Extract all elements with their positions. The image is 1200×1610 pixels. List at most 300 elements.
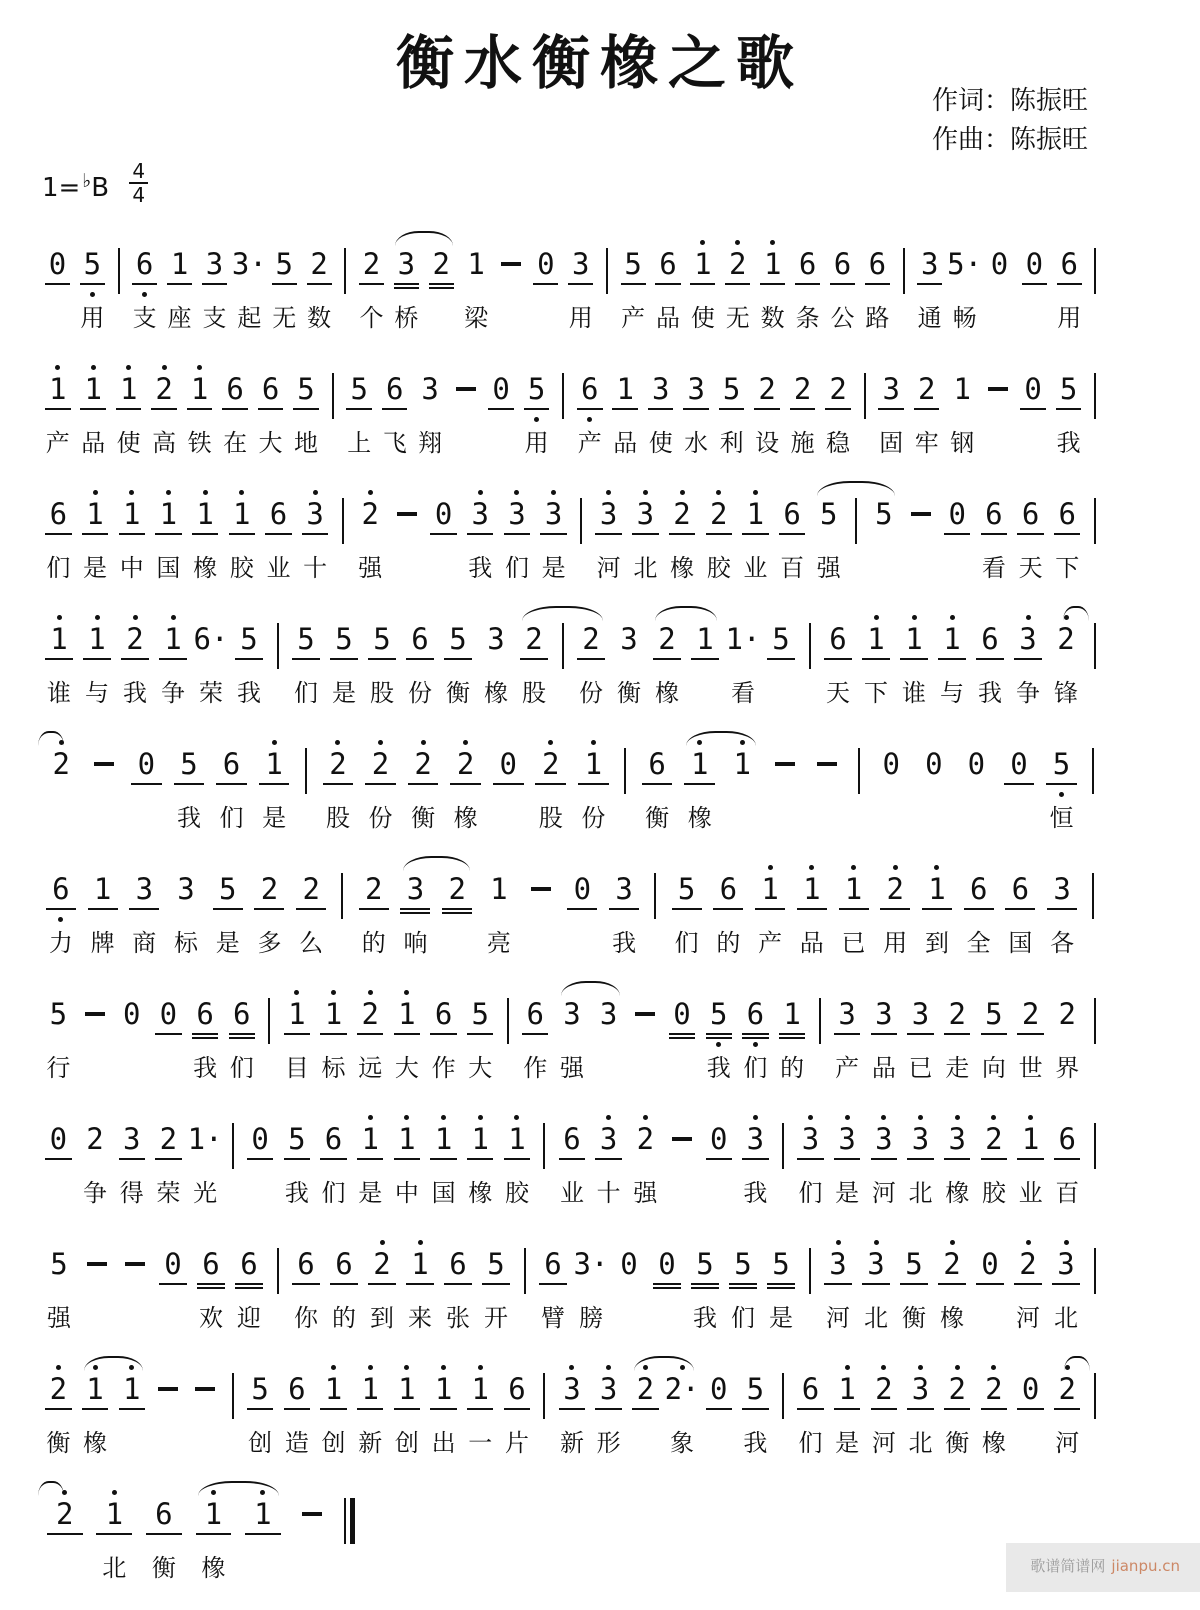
note [515, 610, 553, 711]
lyric: 们 [731, 1304, 755, 1332]
lyric: 橡 [201, 1554, 226, 1582]
lyric: 品 [81, 429, 106, 457]
lyric: 向 [981, 1054, 1006, 1082]
note-digit: 3 [205, 246, 224, 281]
underline [839, 908, 869, 910]
note [1000, 860, 1042, 961]
note-digit: 6 [746, 996, 765, 1031]
lyric: 牌 [90, 929, 115, 957]
note [116, 610, 154, 711]
lyric: 是 [215, 929, 240, 957]
note [610, 610, 648, 711]
note-digit: 1 [254, 1496, 272, 1531]
octave-dot-above [93, 490, 98, 495]
note [998, 735, 1041, 836]
underline [632, 1408, 658, 1410]
octave-dot-above [478, 490, 483, 495]
note-digit: 1 [86, 1371, 104, 1406]
underline [683, 408, 709, 410]
note-digit: 6 [385, 371, 404, 406]
note [737, 1360, 774, 1461]
underline [174, 783, 205, 785]
lyric: 世 [1018, 1054, 1043, 1082]
note [146, 360, 181, 461]
lyric: 胶 [229, 554, 254, 582]
note-digit: 1 [288, 996, 306, 1031]
note-digit: 2 [260, 871, 279, 906]
underline [365, 783, 396, 785]
underline [917, 283, 942, 285]
underline [1017, 1408, 1043, 1410]
note [40, 1110, 77, 1211]
note [40, 610, 78, 711]
octave-dot-above [950, 615, 955, 620]
note-digit: 0 [620, 1246, 638, 1281]
underline [1017, 1158, 1043, 1160]
note-digit: 0 [251, 1121, 269, 1156]
underline [216, 783, 247, 785]
note-digit: 6 [449, 1246, 467, 1281]
note [590, 485, 627, 586]
underline [669, 1037, 695, 1039]
note [1041, 860, 1083, 961]
note-digit: 6 [1058, 1121, 1076, 1156]
note [529, 735, 572, 836]
barline-mark [809, 1248, 811, 1294]
lyric: 衡 [902, 1304, 926, 1332]
watermark [1006, 1543, 1200, 1592]
underline [567, 908, 597, 910]
lyric: 橡 [940, 1304, 964, 1332]
note [242, 1360, 279, 1461]
note [944, 360, 979, 461]
lyric: 光 [193, 1179, 218, 1207]
duration-dash [672, 1137, 692, 1141]
lyric: 衡 [46, 1429, 71, 1457]
underline [192, 1033, 218, 1035]
dash-note [980, 360, 1015, 461]
lyric: 争 [161, 679, 185, 707]
underline [192, 533, 218, 535]
note [976, 1110, 1013, 1211]
lyric: 使 [648, 429, 673, 457]
note [189, 1485, 239, 1586]
note-digit: 3 [1057, 1246, 1075, 1281]
note-digit: 0 [925, 746, 943, 781]
note-digit: 1 [361, 1371, 379, 1406]
note-digit: 0 [159, 996, 178, 1031]
lyric: 飞 [382, 429, 407, 457]
octave-dot-above [551, 490, 556, 495]
barline [337, 235, 354, 336]
note [75, 360, 110, 461]
slur-arc [655, 606, 717, 621]
note [425, 1110, 462, 1211]
note-digit: 1 [84, 371, 102, 406]
lyric: 强 [358, 554, 383, 582]
final-barline-mark [344, 1498, 355, 1544]
lyric: 河 [596, 554, 621, 582]
note [762, 1235, 800, 1336]
note [902, 1110, 939, 1211]
octave-dot-above [735, 240, 740, 245]
octave-dot-above [239, 490, 244, 495]
barline-mark [1092, 873, 1094, 919]
note-digit: 5 [449, 621, 467, 656]
lyric: 界 [1055, 1054, 1080, 1082]
note-digit [125, 1247, 145, 1281]
underline [655, 283, 680, 285]
lyric: 河 [1016, 1304, 1040, 1332]
note [616, 235, 651, 336]
note-digit: 1 [471, 1121, 489, 1156]
note-digit: 6 [801, 1371, 820, 1406]
note-digit: 6 [297, 1246, 315, 1281]
underline [430, 1408, 456, 1410]
note [359, 735, 402, 836]
lyric: 标 [321, 1054, 346, 1082]
note [666, 860, 708, 961]
lyric: 到 [370, 1304, 394, 1332]
lyric: 们 [674, 929, 699, 957]
score-line [40, 610, 1104, 711]
note-digit: 2 [371, 746, 390, 781]
barline [774, 1110, 792, 1211]
note [857, 610, 895, 711]
underline [834, 1033, 860, 1035]
lyric: 公 [830, 304, 855, 332]
score-line [40, 735, 1104, 836]
lyric: 荣 [156, 1179, 181, 1207]
note-digit: 2 [709, 496, 728, 531]
note [325, 1235, 363, 1336]
lyric: 一 [468, 1429, 493, 1457]
underline [691, 658, 718, 660]
note-digit: 6 [719, 871, 738, 906]
lyric: 我 [1056, 429, 1081, 457]
duration-dash [158, 1387, 178, 1391]
note-digit: 1 [119, 371, 138, 406]
underline [976, 1283, 1003, 1285]
lyric: 用 [524, 429, 549, 457]
underline [713, 908, 743, 910]
note-digit: 6 [798, 246, 817, 281]
barline [324, 360, 342, 461]
slur-arc [561, 981, 621, 996]
note [439, 610, 477, 711]
note [40, 860, 82, 961]
underline [394, 1033, 420, 1035]
lyric: 北 [864, 1304, 888, 1332]
lyric: 下 [1055, 554, 1080, 582]
octave-dot-above [950, 1240, 955, 1245]
composer-credit: 作曲：陈振旺 [931, 125, 1088, 155]
note [958, 860, 1000, 961]
note-digit: 1 [105, 1496, 124, 1531]
barline-mark [855, 498, 857, 544]
note-digit: 2 [361, 496, 379, 531]
underline [272, 283, 297, 285]
note-digit [397, 497, 417, 531]
underline [981, 533, 1007, 535]
note-row [40, 235, 1104, 336]
lyric: 通 [917, 304, 942, 332]
underline [444, 1283, 471, 1285]
underline [742, 1158, 768, 1160]
note-digit: 1 [190, 371, 209, 406]
slur-arc [38, 731, 64, 746]
note-digit: 1 [763, 246, 782, 281]
note [534, 1235, 572, 1336]
note-digit [94, 747, 114, 781]
lyric: 衡 [151, 1554, 176, 1582]
note-digit: 6· [193, 621, 229, 656]
note [870, 735, 913, 836]
note-digit [87, 1247, 107, 1281]
lyric: 们 [504, 554, 529, 582]
lyric: 北 [1054, 1304, 1078, 1332]
score-line [40, 1110, 1104, 1211]
underline [907, 1033, 933, 1035]
octave-dot-above [463, 740, 468, 745]
note [352, 1110, 389, 1211]
lyric: 开 [484, 1304, 508, 1332]
barline-mark [1094, 1123, 1096, 1169]
octave-dot-above [768, 865, 773, 870]
dash-note [83, 735, 126, 836]
note [913, 735, 956, 836]
underline [83, 658, 110, 660]
lyric: 橡 [468, 1179, 493, 1207]
note-digit: 6 [648, 746, 666, 781]
underline [229, 533, 255, 535]
note [664, 985, 701, 1086]
note [210, 735, 253, 836]
barline-mark [1094, 998, 1096, 1044]
barline [645, 860, 666, 961]
note-digit: 6 [52, 871, 70, 906]
time-signature [129, 160, 148, 206]
note [483, 360, 518, 461]
note [857, 1235, 895, 1336]
note-digit: 0 [990, 246, 1009, 281]
note-digit: 5 [985, 996, 1003, 1031]
note [519, 360, 554, 461]
note-digit: 5 [820, 496, 838, 531]
barline-mark [277, 1248, 279, 1294]
note [535, 485, 572, 586]
note [278, 1110, 315, 1211]
underline [96, 1533, 132, 1535]
note [648, 1235, 686, 1336]
note-digit: 6 [563, 1121, 581, 1156]
underline [330, 1283, 357, 1285]
underline [346, 408, 372, 410]
underline [467, 533, 493, 535]
dash-note [77, 985, 114, 1086]
underline [779, 533, 805, 535]
lyric: 河 [826, 1304, 850, 1332]
note-digit: 5 [219, 871, 237, 906]
note-digit: 1 [170, 246, 189, 281]
note [955, 735, 998, 836]
underline [293, 408, 319, 410]
octave-dot-above [918, 1115, 923, 1120]
lyric: 全 [966, 929, 991, 957]
lyric: 河 [871, 1179, 896, 1207]
note [700, 485, 737, 586]
lyric: 出 [431, 1429, 456, 1457]
note [192, 610, 230, 711]
lyric: 我 [693, 1304, 717, 1332]
note-digit: 1 [398, 996, 416, 1031]
octave-dot-above [404, 990, 409, 995]
note [424, 235, 459, 336]
underline [669, 533, 695, 535]
underline [522, 1033, 548, 1035]
octave-dot-above [753, 490, 758, 495]
octave-dot-above [126, 365, 131, 370]
note [499, 485, 536, 586]
note [517, 985, 554, 1086]
note [820, 360, 855, 461]
slur-arc [395, 231, 452, 246]
octave-dot-above [912, 615, 917, 620]
barline [1087, 235, 1104, 336]
underline [482, 1283, 509, 1285]
note-digit: 3 [615, 871, 633, 906]
barline [1083, 860, 1104, 961]
flat-accidental: ♭ [82, 170, 92, 192]
note-digit: 1 [867, 621, 885, 656]
lyric: 是 [358, 1179, 383, 1207]
lyric: 是 [769, 1304, 793, 1332]
lyric: 河 [871, 1429, 896, 1457]
lyric: 标 [174, 929, 199, 957]
note [1015, 360, 1050, 461]
note-digit: 2 [302, 871, 320, 906]
underline [642, 783, 673, 785]
lyric: 梁 [464, 304, 489, 332]
underline [612, 408, 638, 410]
note [197, 235, 232, 336]
note-digit: 6 [226, 371, 244, 406]
octave-dot-above [331, 990, 336, 995]
note-digit: 0 [499, 746, 517, 781]
note-digit: 3 [911, 996, 930, 1031]
underline [196, 1533, 232, 1535]
note [678, 360, 713, 461]
note-digit: 6 [1058, 496, 1076, 531]
note-digit: 3 [563, 1371, 581, 1406]
underline [1014, 658, 1041, 660]
note [603, 860, 645, 961]
lyric: 锋 [1054, 679, 1078, 707]
note [749, 360, 784, 461]
note-digit: 1 [838, 1371, 856, 1406]
lyric: 我 [743, 1179, 768, 1207]
underline [222, 408, 248, 410]
note-row [40, 610, 1104, 711]
note-digit: 2 [414, 746, 432, 781]
note [933, 610, 971, 711]
note [315, 1110, 352, 1211]
note-digit: 3 [687, 371, 705, 406]
note [154, 610, 192, 711]
barline-mark [232, 1373, 234, 1419]
barline [1086, 1110, 1104, 1211]
barline-mark [562, 623, 564, 669]
note [933, 1235, 971, 1336]
underline [46, 908, 76, 910]
note [648, 610, 686, 711]
underline [45, 1158, 71, 1160]
lyric: 看 [981, 554, 1006, 582]
note-digit: 6 [202, 1246, 220, 1281]
octave-dot-above [606, 490, 611, 495]
underline [132, 283, 157, 285]
note-digit: 2 [456, 746, 475, 781]
note-digit: 3 [508, 496, 526, 531]
octave-dot-above [56, 1365, 61, 1370]
note [1049, 1110, 1086, 1211]
underline [797, 1408, 823, 1410]
note [395, 860, 437, 961]
barline [598, 235, 615, 336]
lyric: 天 [826, 679, 850, 707]
note [1009, 610, 1047, 711]
note-digit: 1 [398, 1371, 416, 1406]
octave-dot-above [1064, 1240, 1069, 1245]
note-digit: 0 [948, 496, 966, 531]
lyric: 强 [633, 1179, 658, 1207]
note [590, 985, 627, 1086]
octave-dot-above [955, 1115, 960, 1120]
note-digit: 5 [905, 1246, 923, 1281]
underline [1017, 1033, 1043, 1035]
lyric: 衡 [645, 804, 670, 832]
note [477, 610, 515, 711]
barline-mark [903, 248, 905, 294]
underline [359, 283, 384, 285]
lyric: 胶 [706, 554, 731, 582]
lyric: 无 [725, 304, 750, 332]
underline [368, 1283, 395, 1285]
underline [247, 1408, 273, 1410]
note-digit: 1 [50, 621, 68, 656]
underline [80, 283, 105, 285]
octave-dot-above [770, 240, 775, 245]
note [389, 985, 426, 1086]
note [700, 1110, 737, 1211]
barline [856, 360, 874, 461]
lyric: 我 [612, 929, 637, 957]
note-digit: 6 [196, 996, 214, 1031]
underline [284, 1158, 310, 1160]
underline [320, 1033, 346, 1035]
note [554, 985, 591, 1086]
note [75, 235, 110, 336]
barline-mark [341, 873, 343, 919]
note [686, 610, 724, 711]
final-barline [337, 1485, 362, 1586]
barline-mark [507, 998, 509, 1044]
underline [609, 908, 639, 910]
note [260, 485, 297, 586]
note [590, 1360, 627, 1461]
note [939, 1360, 976, 1461]
note-digit: 1 [694, 246, 712, 281]
